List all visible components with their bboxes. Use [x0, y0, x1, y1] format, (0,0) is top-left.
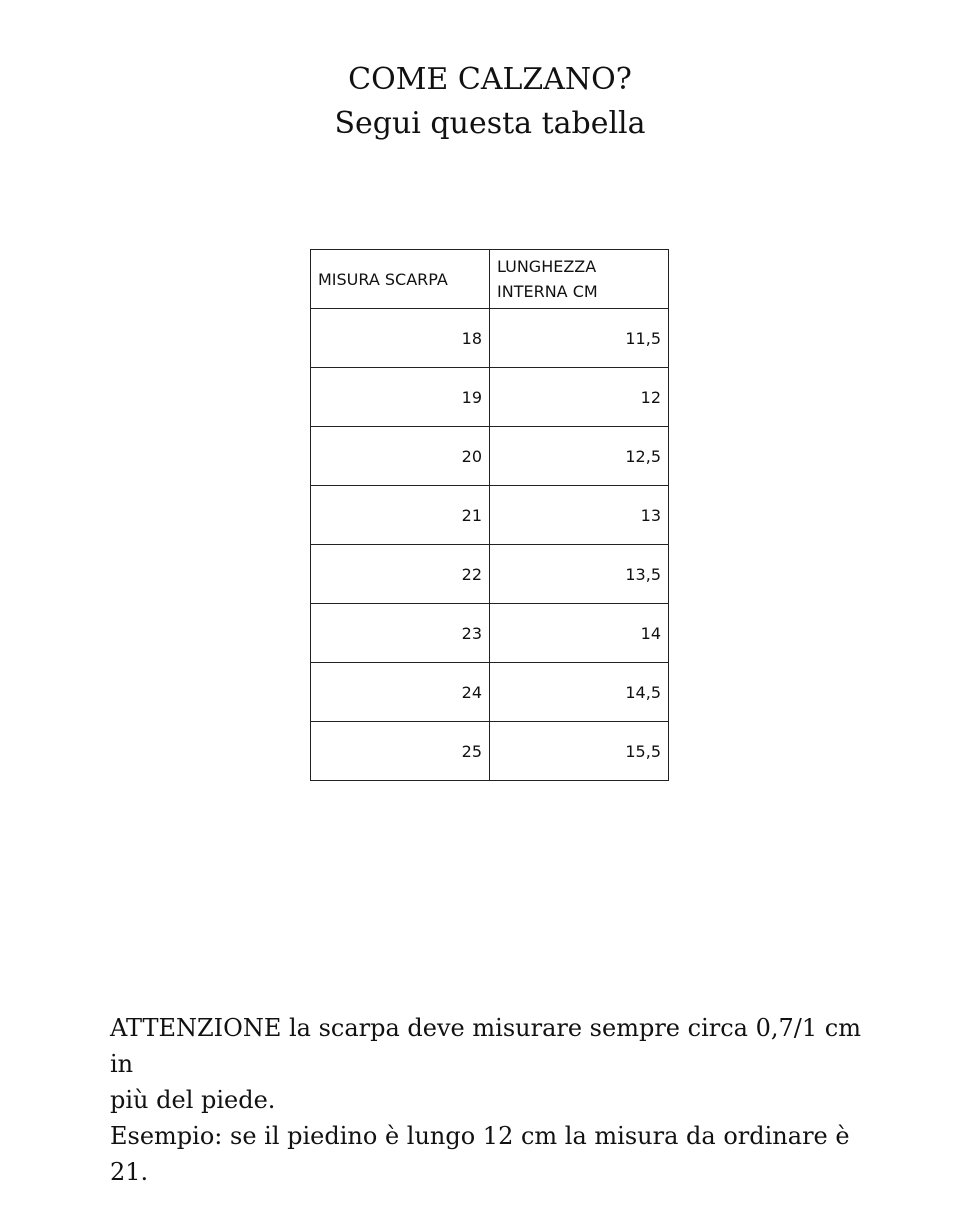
- table-header-row: [311, 250, 669, 309]
- cell-lunghezza: 11,5: [490, 309, 669, 368]
- note-line-continuation: più del piede.: [110, 1086, 276, 1114]
- title-heading: COME CALZANO?: [348, 62, 632, 97]
- cell-lunghezza: 14,5: [490, 663, 669, 722]
- title-subheading: Segui questa tabella: [334, 106, 646, 141]
- table-row: [311, 604, 669, 663]
- attention-note: [110, 1010, 890, 1190]
- cell-lunghezza: 14: [490, 604, 669, 663]
- cell-misura: 19: [311, 368, 490, 427]
- table-row: [311, 722, 669, 781]
- size-table: [310, 249, 669, 781]
- cell-misura: 24: [311, 663, 490, 722]
- table-row: [311, 368, 669, 427]
- cell-lunghezza: 12,5: [490, 427, 669, 486]
- table-row: [311, 545, 669, 604]
- page-title: [0, 58, 980, 146]
- cell-lunghezza: 15,5: [490, 722, 669, 781]
- cell-misura: 18: [311, 309, 490, 368]
- header-lunghezza-interna: LUNGHEZZA INTERNA CM: [490, 250, 669, 309]
- table-row: [311, 663, 669, 722]
- table-row: [311, 309, 669, 368]
- cell-misura: 20: [311, 427, 490, 486]
- cell-misura: 25: [311, 722, 490, 781]
- cell-lunghezza: 13: [490, 486, 669, 545]
- table-row: [311, 486, 669, 545]
- header-misura-scarpa: MISURA SCARPA: [311, 250, 490, 309]
- cell-misura: 23: [311, 604, 490, 663]
- cell-lunghezza: 13,5: [490, 545, 669, 604]
- cell-misura: 21: [311, 486, 490, 545]
- note-line-attention: ATTENZIONE la scarpa deve misurare sempre circa 0,7/1 cm in: [110, 1014, 861, 1078]
- cell-misura: 22: [311, 545, 490, 604]
- cell-lunghezza: 12: [490, 368, 669, 427]
- table-row: [311, 427, 669, 486]
- note-line-example: Esempio: se il piedino è lungo 12 cm la misura da ordinare è 21.: [110, 1122, 850, 1186]
